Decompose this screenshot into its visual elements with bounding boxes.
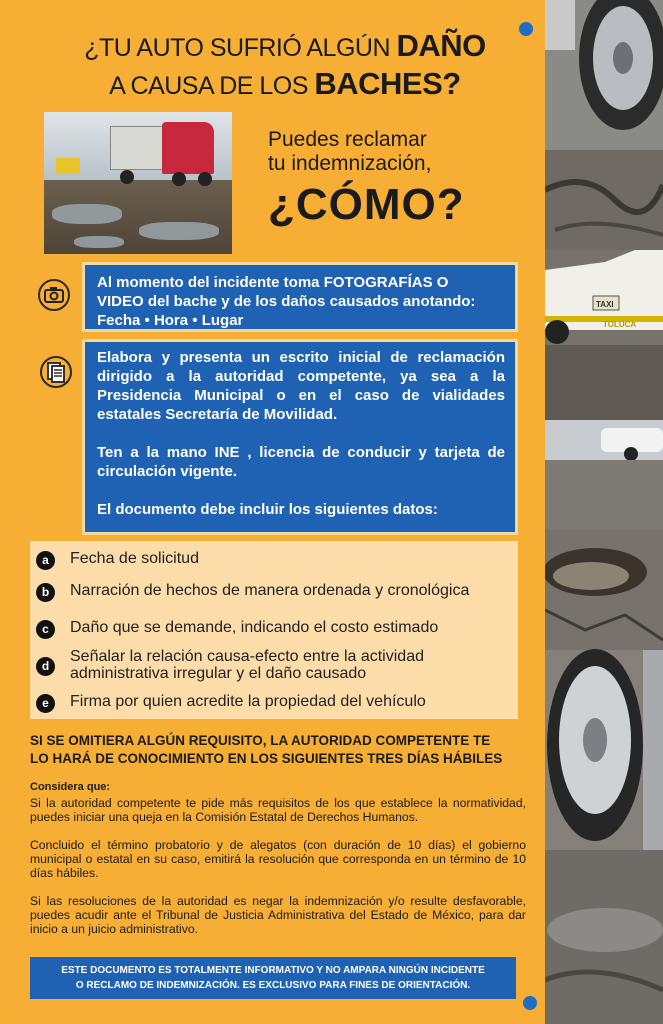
title-line2-bold: BACHES? xyxy=(314,66,461,101)
footer-line1: ESTE DOCUMENTO ES TOTALMENTE INFORMATIVO Y NO AMPARA NINGÚN INCIDENTE xyxy=(61,965,485,976)
list-item-text xyxy=(70,648,424,682)
bullet-icon: c xyxy=(36,620,55,639)
page-title xyxy=(40,28,530,104)
taxi-text: TOLUCA xyxy=(603,320,637,329)
step1-line3: Fecha • Hora • Lugar xyxy=(97,312,244,329)
camera-icon xyxy=(38,279,70,311)
pothole-photo-strip xyxy=(545,0,663,1024)
list-item-text: Fecha de solicitud xyxy=(70,550,199,567)
subtitle-line1: Puedes reclamar xyxy=(268,128,427,151)
como-heading: ¿CÓMO? xyxy=(268,180,465,229)
list-item-text: Daño que se demande, indicando el costo estimado xyxy=(70,619,439,636)
list-item-line1: Señalar la relación causa-efecto entre la actividad xyxy=(70,648,424,665)
list-item-text: Firma por quien acredite la propiedad del vehículo xyxy=(70,693,426,710)
truck-photo xyxy=(44,112,232,254)
taxi-sign: TAXI xyxy=(596,300,614,309)
considera-paragraph1: Si la autoridad competente te pide más requisitos de los que establece la normatividad, puedes iniciar una queja en la Comisión Estatal de Derechos Humanos. xyxy=(30,796,526,824)
bullet-icon: d xyxy=(36,657,55,676)
considera-paragraph3: Si las resoluciones de la autoridad es negar la indemnización y/o resulte desfavorable, puedes acudir ante el Tribunal de Justicia Administrativa del Estado de México, para dar inicio a un juicio administrativo. xyxy=(30,894,526,936)
title-line2: A CAUSA DE LOS xyxy=(109,72,315,100)
step1-line1: Al momento del incidente toma FOTOGRAFÍAS O xyxy=(97,274,449,291)
warning-line1: SI SE OMITIERA ALGÚN REQUISITO, LA AUTORIDAD COMPETENTE TE xyxy=(30,733,491,748)
decorative-dot xyxy=(523,996,537,1010)
list-item-line2: administrativa irregular y el daño causado xyxy=(70,665,367,682)
bullet-icon: b xyxy=(36,583,55,602)
disclaimer-footer xyxy=(30,957,516,999)
requirements-list xyxy=(30,541,518,719)
step2-paragraph2: Ten a la mano INE , licencia de conducir y tarjeta de circulación vigente. xyxy=(97,444,505,480)
step1-line2: VIDEO del bache y de los daños causados anotando: xyxy=(97,293,476,310)
warning-text xyxy=(30,732,526,768)
warning-line2: LO HARÁ DE CONOCIMIENTO EN LOS SIGUIENTES TRES DÍAS HÁBILES xyxy=(30,751,503,766)
document-icon xyxy=(40,356,72,388)
considera-heading: Considera que: xyxy=(30,781,111,793)
step1-box xyxy=(82,262,518,332)
subtitle xyxy=(268,128,431,176)
bullet-icon: a xyxy=(36,551,55,570)
title-line1-bold: DAÑO xyxy=(396,28,486,63)
photo-collage xyxy=(545,0,663,1024)
step2-paragraph1: Elabora y presenta un escrito inicial de reclamación dirigido a la autoridad competente, ya sea a la Presidencia Municipal o en el caso de vialidades estatales Secretaría de Movilidad. xyxy=(97,349,505,423)
step2-paragraph3: El documento debe incluir los siguientes datos: xyxy=(97,501,438,518)
subtitle-line2: tu indemnización, xyxy=(268,152,432,175)
bullet-icon: e xyxy=(36,694,55,713)
footer-line2: O RECLAMO DE INDEMNIZACIÓN. ES EXCLUSIVO PARA FINES DE ORIENTACIÓN. xyxy=(75,980,471,991)
list-item-text: Narración de hechos de manera ordenada y cronológica xyxy=(70,582,470,599)
considera-section xyxy=(30,780,526,950)
considera-paragraph2: Concluido el término probatorio y de alegatos (con duración de 10 días) el gobierno municipal o estatal en su caso, emitirá la resolución que corresponda en un término de 10 días hábiles. xyxy=(30,838,526,880)
title-line1: ¿TU AUTO SUFRIÓ ALGÚN xyxy=(84,34,397,62)
step2-box xyxy=(82,339,518,535)
